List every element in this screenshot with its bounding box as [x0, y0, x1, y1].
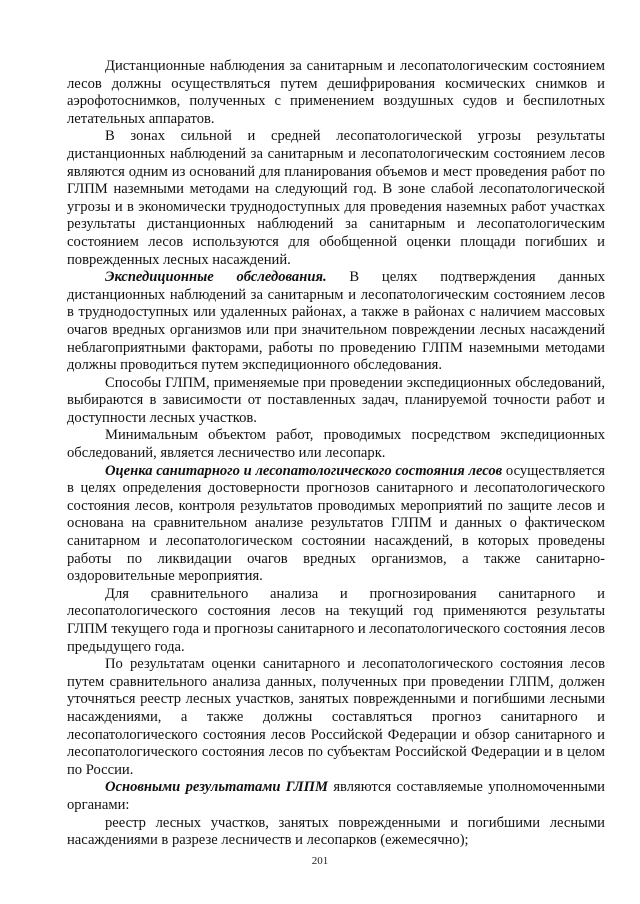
paragraph	[67, 128, 605, 269]
paragraph-text: Способы ГЛПМ, применяемые при проведении экспедиционных обследований, выбираются в зависимости от поставленных задач, планируемой точности работ и доступности лесных участков.	[67, 374, 605, 426]
paragraph-text: осуществляется в целях определения достоверности прогнозов санитарного и лесопатологического состояния лесов, контроля результатов проводимых мероприятий по защите лесов и основана на сравнительном анализе результатов ГЛПМ и данных о фактическом санитарном и лесопатологическом состоянии насаждений, в которых проведены работы по ликвидации очагов вредных организмов, а также санитарно-оздоровительные мероприятия.	[67, 462, 606, 585]
paragraph-lead: Экспедиционные обследования.	[105, 269, 327, 286]
paragraph	[67, 463, 605, 586]
paragraph-text: реестр лесных участков, занятых поврежденными и погибшими лесными насаждениями в разрезе лесничеств и лесопарков (ежемесячно);	[67, 814, 605, 849]
paragraph	[67, 779, 605, 814]
paragraph	[67, 815, 605, 850]
paragraph	[67, 269, 605, 375]
paragraph-text: Дистанционные наблюдения за санитарным и лесопатологическим состоянием лесов должны осуществляться путем дешифрирования космических снимков и аэрофотоснимков, полученных с применением воздушных судов и беспилотных летательных аппаратов.	[67, 58, 605, 127]
paragraph	[67, 375, 605, 428]
paragraph-lead: Оценка санитарного и лесопатологического состояния лесов	[105, 462, 503, 479]
paragraph-text: Для сравнительного анализа и прогнозирования санитарного и лесопатологического состояния лесов на текущий год применяются результаты ГЛПМ текущего года и прогнозы санитарного и лесопатологического состояния лесов предыдущего года.	[67, 585, 605, 655]
paragraph-text: В зонах сильной и средней лесопатологической угрозы результаты дистанционных наблюдений за санитарным и лесопатологическим состоянием лесов являются одним из оснований для планирования объемов и мест проведения работ по ГЛПМ наземными методами на следующий год. В зоне слабой лесопатологической угрозы и в экономически труднодоступных для проведения наземных работ участках результаты дистанционных наблюдений за санитарным и лесопатологическим состоянием лесов используются для обобщенной оценки площади погибших и поврежденных лесных насаждений.	[67, 128, 605, 268]
paragraph-text: По результатам оценки санитарного и лесопатологического состояния лесов путем сравнительного анализа данных, полученных при проведении ГЛПМ, должен уточняться реестр лесных участков, занятых поврежденными и погибшими лесными насаждениями, а также должны составляться прогноз санитарного и лесопатологического состояния лесов Российской Федерации и обзор санитарного и лесопатологического состояния лесов по субъектам Российской Федерации и в целом по России.	[67, 656, 605, 778]
paragraph-text: являются составляемые уполномоченными органами:	[67, 779, 605, 813]
document-body	[67, 58, 605, 850]
paragraph-text: Минимальным объектом работ, проводимых посредством экспедиционных обследований, является лесничество или лесопарк.	[67, 427, 605, 462]
page-number: 201	[311, 855, 329, 867]
paragraph-lead: Основными результатами ГЛПМ	[105, 779, 328, 796]
paragraph	[67, 586, 605, 656]
paragraph	[67, 58, 605, 128]
paragraph	[67, 656, 605, 779]
paragraph	[67, 427, 605, 462]
paragraph-text: В целях подтверждения данных дистанционных наблюдений за санитарным и лесопатологическим состоянием лесов в труднодоступных или удаленных районах, а также в районах с наличием массовых очагов вредных организмов или при значительном повреждении лесных насаждений неблагоприятными факторами, работы по проведению ГЛПМ наземными методами должны проводиться путем экспедиционного обследования.	[67, 269, 606, 374]
